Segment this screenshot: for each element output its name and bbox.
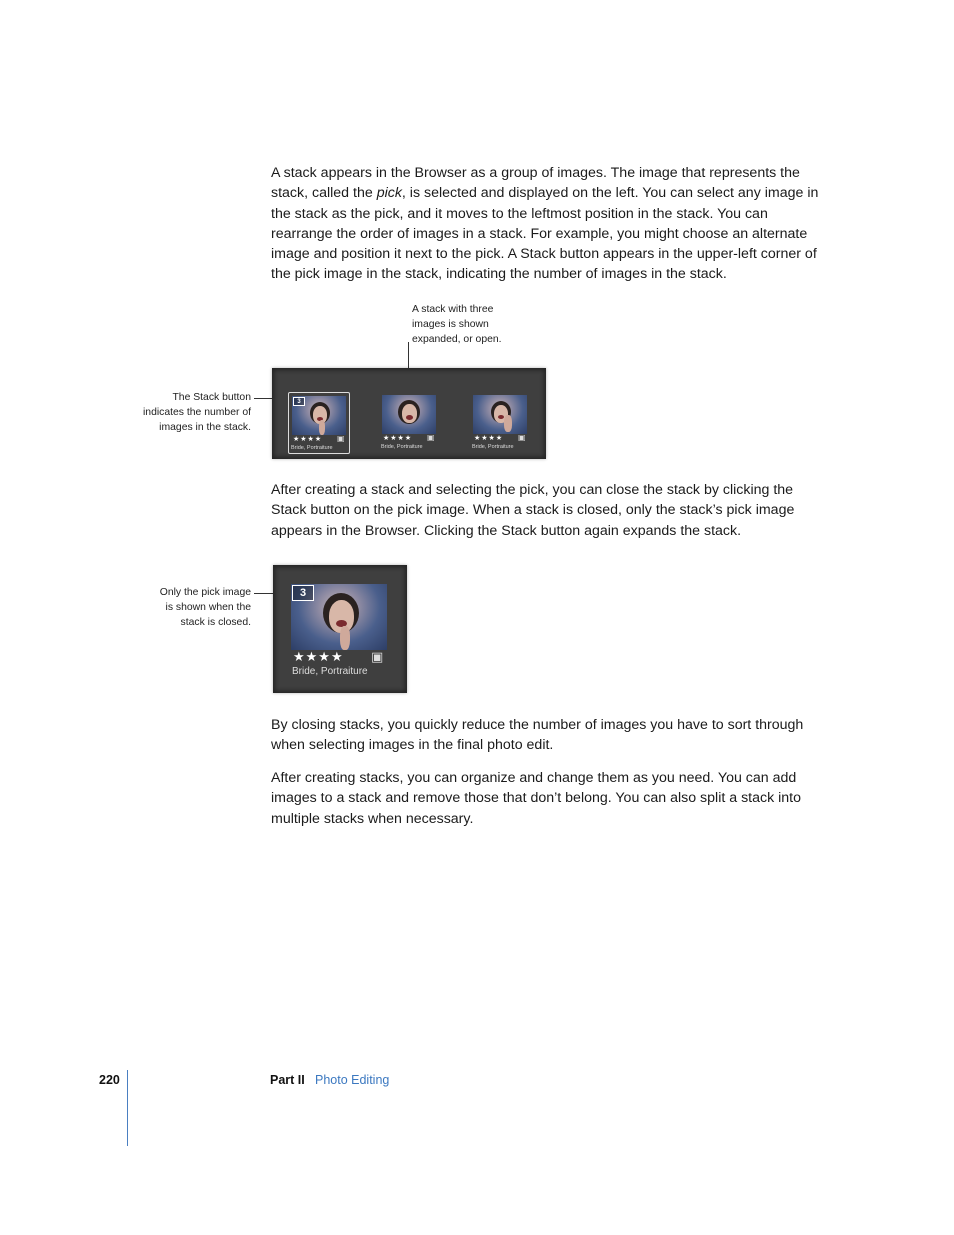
thumbnail[interactable] bbox=[470, 392, 530, 452]
emphasis-pick: pick bbox=[376, 185, 402, 202]
callout-closed-stack bbox=[128, 586, 251, 630]
metadata-badge-icon: ▣ bbox=[371, 649, 384, 664]
metadata-badge-icon: ▣ bbox=[427, 433, 435, 442]
image-caption: Bride, Portraiture bbox=[472, 444, 514, 450]
paragraph-text: A stack appears in the Browser as a group of images. The image that represents the stack, called the bbox=[271, 165, 800, 202]
rating-stars: ★★★★ bbox=[293, 436, 323, 443]
page-number: 220 bbox=[99, 1073, 120, 1087]
callout-line: The Stack button bbox=[172, 392, 251, 403]
image-caption: Bride, Portraiture bbox=[292, 666, 368, 677]
paragraph-text: , is selected and displayed on the left. You can select any image in the stack as the pick, and it moves to the leftmost position in the stack. You can rearrange the order of images in a stack. For example, you might choose an alternate image and position it next to the pick. A Stack button appears in the upper-left corner of the pick image in the stack, indicating the number of images in the stack. bbox=[271, 185, 819, 283]
metadata-badge-icon: ▣ bbox=[337, 434, 345, 443]
callout-line: is shown when the bbox=[165, 601, 251, 613]
footer-divider bbox=[127, 1070, 128, 1146]
callout-line: stack is closed. bbox=[180, 616, 251, 628]
rating-stars: ★★★★ bbox=[293, 649, 344, 664]
photo-bride bbox=[473, 395, 527, 434]
thumbnail[interactable] bbox=[379, 392, 439, 452]
rating-stars: ★★★★ bbox=[383, 435, 413, 442]
body-paragraph-3: By closing stacks, you quickly reduce the number of images you have to sort through when selecting images in the final photo edit. bbox=[271, 717, 804, 754]
body-paragraph-4: After creating stacks, you can organize and change them as you need. You can add images to a stack and remove those that don’t belong. You can also split a stack into multiple stacks when necessary. bbox=[271, 770, 801, 827]
photo-bride bbox=[382, 395, 436, 434]
stack-button[interactable]: 3 bbox=[292, 585, 314, 601]
image-caption: Bride, Portraiture bbox=[291, 445, 333, 451]
rating-stars: ★★★★ bbox=[474, 435, 504, 442]
thumbnail-pick[interactable] bbox=[288, 392, 350, 454]
callout-line: A stack with three bbox=[412, 304, 494, 315]
footer-part-label: Part II bbox=[270, 1073, 305, 1087]
callout-stack-button bbox=[128, 391, 251, 435]
footer-section-link[interactable]: Photo Editing bbox=[315, 1073, 390, 1087]
body-paragraph-1 bbox=[271, 163, 823, 285]
callout-expanded-stack bbox=[412, 303, 502, 347]
callout-leader-line bbox=[408, 342, 409, 371]
metadata-badge-icon: ▣ bbox=[518, 433, 526, 442]
callout-line: Only the pick image bbox=[159, 587, 251, 598]
browser-panel-expanded bbox=[272, 368, 546, 459]
callout-line: indicates the number of bbox=[142, 406, 251, 418]
stack-button[interactable]: 3 bbox=[293, 397, 305, 406]
browser-panel-closed bbox=[273, 565, 407, 693]
thumbnail-pick-closed[interactable] bbox=[285, 579, 395, 681]
callout-line: expanded, or open. bbox=[412, 333, 502, 345]
callout-line: images in the stack. bbox=[159, 421, 251, 433]
body-paragraph-2: After creating a stack and selecting the pick, you can close the stack by clicking the Stack button on the pick image. When a stack is closed, only the stack’s pick image appears in the Browser. Clicking the Stack button again expands the stack. bbox=[271, 482, 795, 539]
image-caption: Bride, Portraiture bbox=[381, 444, 423, 450]
callout-line: images is shown bbox=[412, 318, 489, 330]
